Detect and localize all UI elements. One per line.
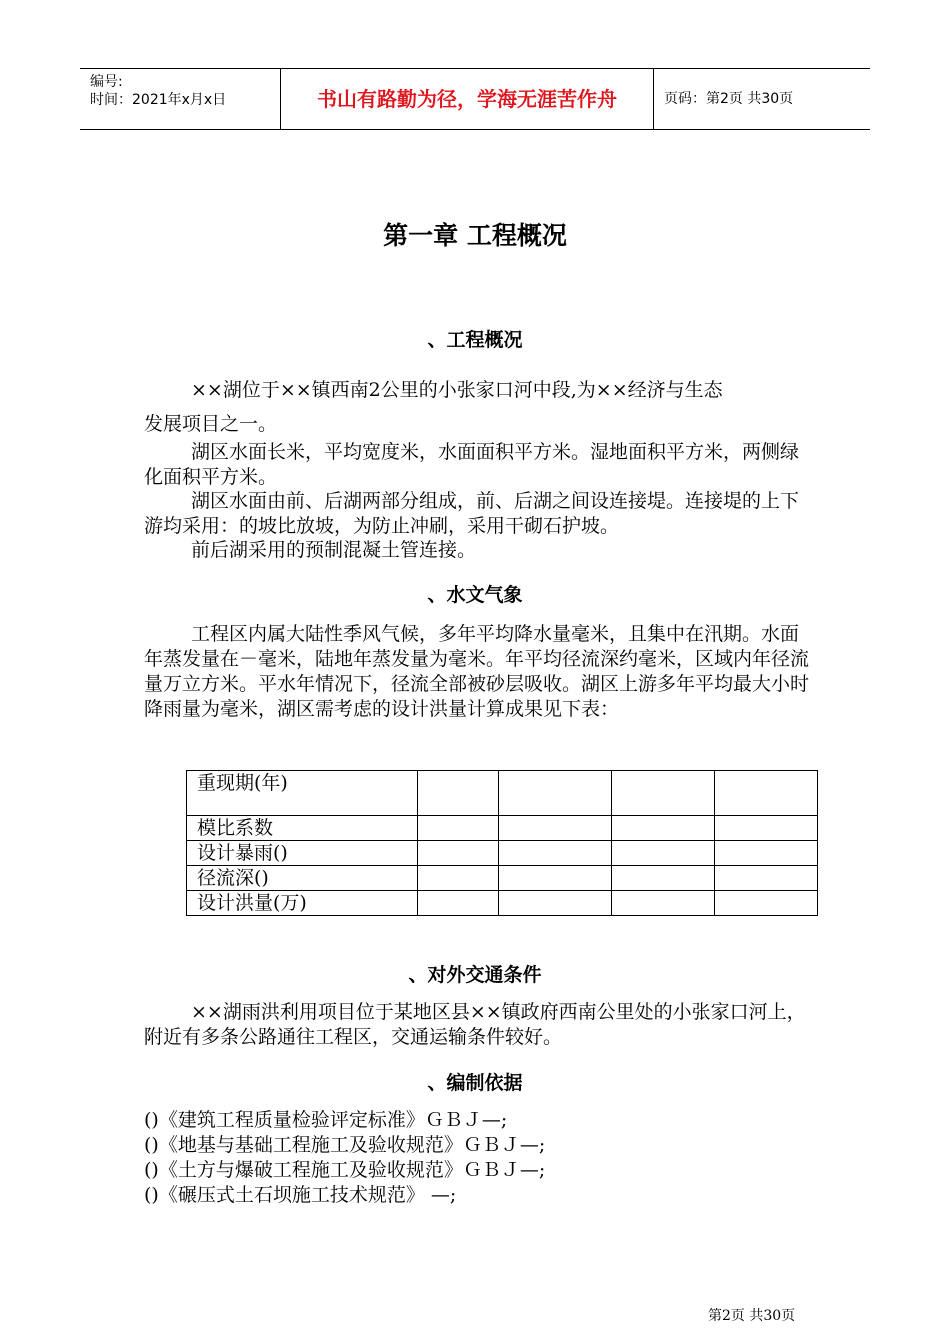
header-slogan: 书山有路勤为径，学海无涯苦作舟 (281, 69, 654, 129)
header-page-number: 页码：第2页 共30页 (664, 91, 794, 107)
list-item: ()《地基与基础工程施工及验收规范》ＧＢＪ—; (144, 1134, 546, 1156)
table-row: 重现期(年) (187, 771, 818, 816)
table-row: 径流深() (187, 866, 818, 891)
table-row: 设计暴雨() (187, 841, 818, 866)
serial-label: 编号: (90, 74, 123, 90)
paragraph: 前后湖采用的预制混凝土管连接。 (191, 539, 477, 561)
paragraph: 发展项目之一。 (144, 413, 278, 435)
list-item: ()《建筑工程质量检验评定标准》ＧＢＪ—; (144, 1109, 508, 1131)
page-header (80, 68, 870, 130)
paragraph: 湖区水面由前、后湖两部分组成，前、后湖之间设连接堤。连接堤的上下游均采用：的坡比放坡，为防止冲刷，采用干砌石护坡。 (144, 490, 800, 537)
paragraph: ××湖雨洪利用项目位于某地区县××镇政府西南公里处的小张家口河上，附近有多条公路通往工程区，交通运输条件较好。 (144, 1001, 806, 1048)
section-heading: 、工程概况 (427, 329, 523, 351)
list-item: ()《土方与爆破工程施工及验收规范》ＧＢＪ—; (144, 1159, 546, 1181)
chapter-title: 第一章 工程概况 (383, 221, 567, 250)
paragraph: ××湖位于××镇西南2公里的小张家口河中段,为××经济与生态 (191, 379, 723, 401)
header-info-cell (80, 69, 281, 129)
section-heading: 、水文气象 (427, 584, 523, 606)
paragraph: 工程区内属大陆性季风气候，多年平均降水量毫米，且集中在汛期。水面年蒸发量在－毫米，陆地年蒸发量为毫米。年平均径流深约毫米，区域内年径流量万立方米。平水年情况下，径流全部被砂层吸收。湖区上游多年平均最大小时降雨量为毫米，湖区需考虑的设计洪量计算成果见下表： (144, 623, 810, 720)
time-label: 时间：2021年x月x日 (90, 92, 227, 108)
list-item: ()《碾压式土石坝施工技术规范》 —; (144, 1184, 457, 1206)
section-heading: 、编制依据 (427, 1072, 523, 1094)
table-row: 设计洪量(万) (187, 891, 818, 916)
table-row: 模比系数 (187, 816, 818, 841)
page-footer: 第2页 共30页 (708, 1308, 796, 1324)
section-heading: 、对外交通条件 (408, 964, 542, 986)
flood-table (186, 770, 818, 916)
paragraph: 湖区水面长米，平均宽度米，水面面积平方米。湿地面积平方米，两侧绿化面积平方米。 (144, 441, 800, 488)
